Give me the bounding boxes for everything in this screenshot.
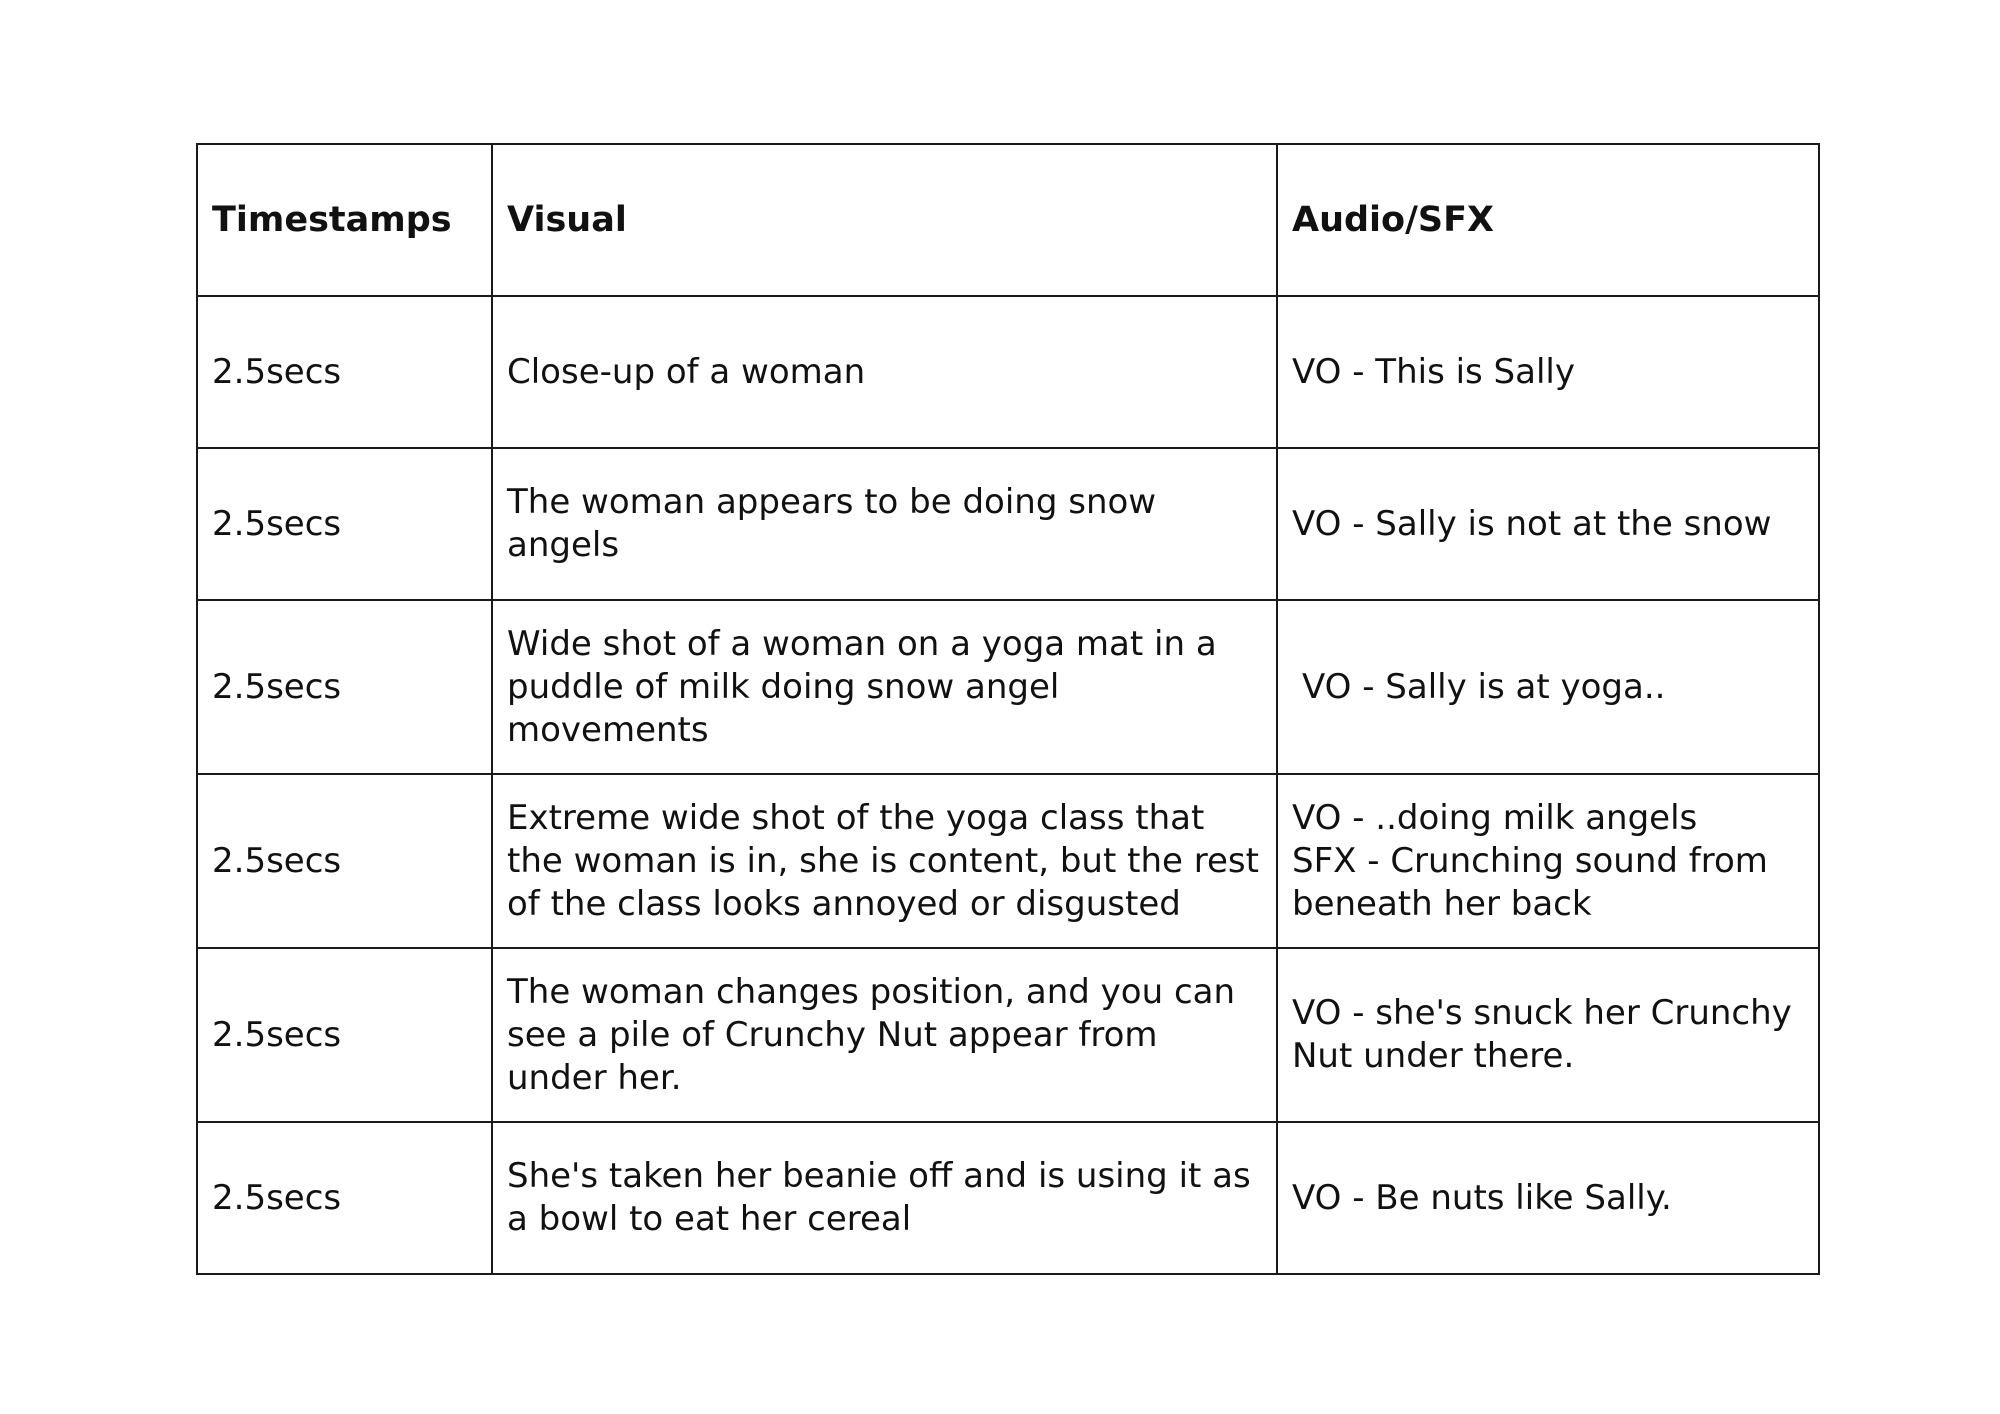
visual-cell xyxy=(492,1122,1277,1274)
table-header-row xyxy=(197,144,1819,296)
table-row xyxy=(197,600,1819,774)
visual-text: Wide shot of a woman on a yoga mat in a puddle of milk doing snow angel movements xyxy=(507,623,1217,750)
storyboard-table xyxy=(196,143,1820,1275)
audio-text: VO - This is Sally xyxy=(1292,351,1575,392)
timestamp-text: 2.5secs xyxy=(212,666,342,707)
visual-cell xyxy=(492,600,1277,774)
visual-cell xyxy=(492,948,1277,1122)
timestamp-text: 2.5secs xyxy=(212,840,342,881)
audio-cell xyxy=(1277,296,1819,448)
audio-text: VO - ..doing milk angels SFX - Crunching sound from beneath her back xyxy=(1292,797,1768,924)
timestamp-cell xyxy=(197,948,492,1122)
timestamp-cell xyxy=(197,774,492,948)
audio-cell xyxy=(1277,774,1819,948)
visual-text: She's taken her beanie off and is using it as a bowl to eat her cereal xyxy=(507,1156,1251,1239)
header-visual: Visual xyxy=(492,144,1277,296)
visual-cell xyxy=(492,448,1277,600)
audio-text: VO - she's snuck her Crunchy Nut under there. xyxy=(1292,993,1792,1076)
table-row xyxy=(197,774,1819,948)
audio-cell xyxy=(1277,448,1819,600)
storyboard-document xyxy=(196,143,1818,1275)
table-row xyxy=(197,948,1819,1122)
table-row xyxy=(197,448,1819,600)
timestamp-cell xyxy=(197,296,492,448)
visual-text: The woman changes position, and you can see a pile of Crunchy Nut appear from under her. xyxy=(507,971,1236,1098)
header-audio-sfx: Audio/SFX xyxy=(1277,144,1819,296)
timestamp-text: 2.5secs xyxy=(212,351,342,392)
timestamp-text: 2.5secs xyxy=(212,503,342,544)
audio-text: VO - Sally is at yoga.. xyxy=(1302,666,1666,707)
visual-text: The woman appears to be doing snow angels xyxy=(507,482,1157,565)
header-timestamps: Timestamps xyxy=(197,144,492,296)
audio-cell xyxy=(1277,1122,1819,1274)
visual-text: Close-up of a woman xyxy=(507,351,866,392)
audio-text: VO - Be nuts like Sally. xyxy=(1292,1177,1672,1218)
audio-cell xyxy=(1277,948,1819,1122)
timestamp-text: 2.5secs xyxy=(212,1177,342,1218)
timestamp-cell xyxy=(197,448,492,600)
visual-cell xyxy=(492,774,1277,948)
visual-cell xyxy=(492,296,1277,448)
visual-text: Extreme wide shot of the yoga class that the woman is in, she is content, but the rest of the class looks annoyed or disgusted xyxy=(507,797,1259,924)
audio-cell xyxy=(1277,600,1819,774)
table-row xyxy=(197,296,1819,448)
audio-text: VO - Sally is not at the snow xyxy=(1292,503,1772,544)
timestamp-cell xyxy=(197,600,492,774)
table-row xyxy=(197,1122,1819,1274)
timestamp-text: 2.5secs xyxy=(212,1014,342,1055)
timestamp-cell xyxy=(197,1122,492,1274)
